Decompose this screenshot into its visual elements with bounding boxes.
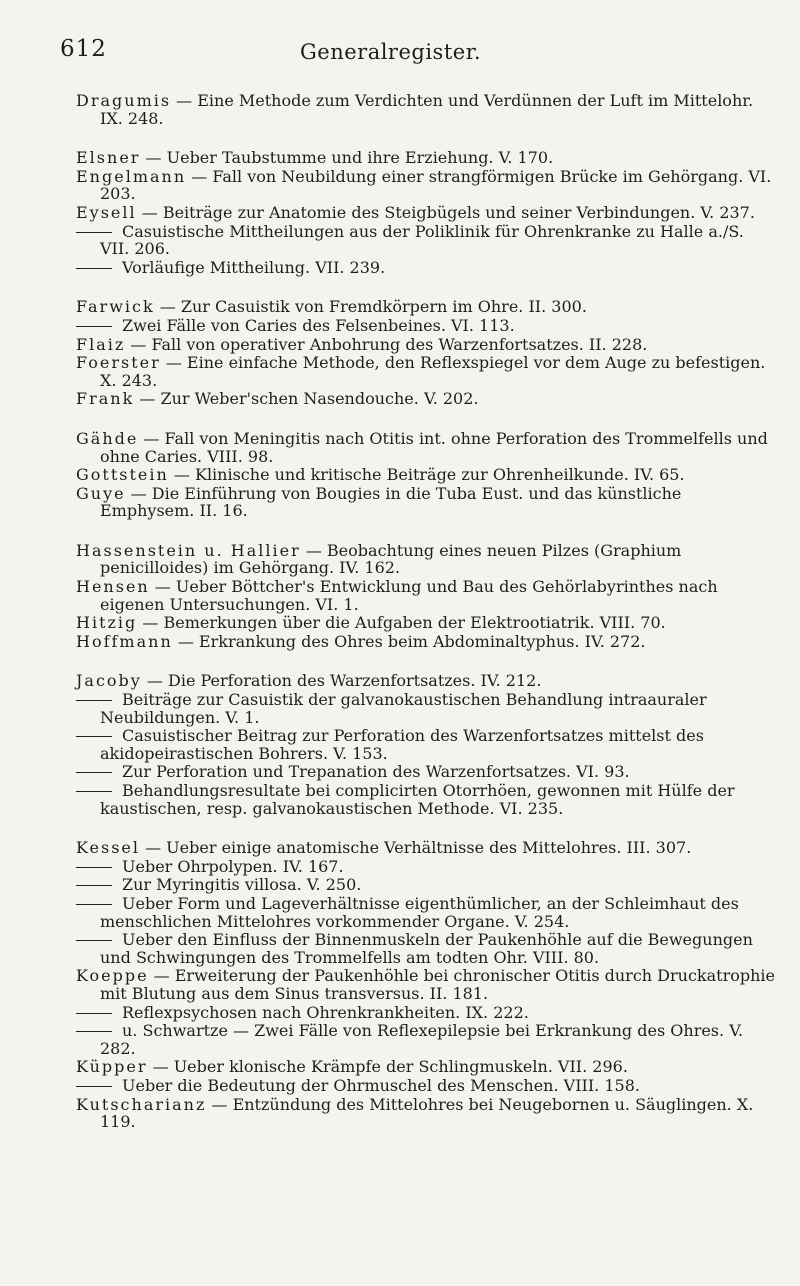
register-entry (76, 430, 776, 465)
entry-author: Foerster (76, 353, 161, 373)
register-entry (76, 763, 776, 781)
register-section (76, 298, 776, 408)
entry-author: Eysell (76, 202, 137, 222)
register-entry (76, 727, 776, 762)
register-entry (76, 1096, 776, 1131)
entry-text: — Ueber einige anatomische Verhältnisse des Mittelohres. III. 307. (140, 838, 692, 858)
register-entry (76, 223, 776, 258)
entry-author: Guye (76, 483, 126, 503)
register-section (76, 92, 776, 127)
entry-author: Kutscharianz (76, 1094, 207, 1114)
register-entry (76, 317, 776, 335)
register-entry (76, 1077, 776, 1095)
entry-author: Hitzig (76, 613, 138, 633)
entry-text: — Fall von Neubildung einer strangförmigen Brücke im Gehörgang. VI. 203. (100, 166, 772, 204)
ditto-dash (76, 268, 112, 269)
entry-text: — Die Einführung von Bougies in die Tuba Eust. und das künstliche Emphysem. II. 16. (100, 483, 682, 521)
register-entry (76, 614, 776, 632)
register-entry (76, 168, 776, 203)
ditto-dash (76, 940, 112, 941)
entry-text: Vorläufige Mittheilung. VII. 239. (122, 257, 386, 277)
ditto-dash (76, 232, 112, 233)
entry-text: — Erweiterung der Paukenhöhle bei chronischer Otitis durch Druckatrophie mit Blutung aus dem Sinus transversus. II. 181. (100, 966, 775, 1003)
register-section (76, 542, 776, 651)
register-entry (76, 1058, 776, 1076)
register-section (76, 839, 776, 1131)
ditto-dash (76, 700, 112, 701)
ditto-dash (76, 867, 112, 868)
ditto-dash (76, 1086, 112, 1087)
register-body (76, 92, 776, 1132)
register-section (76, 430, 776, 520)
register-entry (76, 336, 776, 354)
ditto-dash (76, 885, 112, 886)
entry-text: — Ueber klonische Krämpfe der Schlingmuskeln. VII. 296. (147, 1057, 628, 1077)
register-entry (76, 1004, 776, 1022)
register-entry (76, 485, 776, 520)
entry-text: Ueber die Bedeutung der Ohrmuschel des Menschen. VIII. 158. (122, 1075, 640, 1095)
register-entry (76, 782, 776, 817)
register-section (76, 672, 776, 817)
ditto-dash (76, 772, 112, 773)
entry-author: Koeppe (76, 966, 149, 986)
register-entry (76, 876, 776, 894)
entry-text: Casuistische Mittheilungen aus der Poliklinik für Ohrenkranke zu Halle a./S. VII. 206. (100, 221, 744, 259)
entry-author: Küpper (76, 1057, 148, 1077)
entry-text: — Klinische und kritische Beiträge zur Ohrenheilkunde. IV. 65. (168, 465, 685, 485)
entry-text: Ueber den Einfluss der Binnenmuskeln der Paukenhöhle auf die Bewegungen und Schwingungen des Trommelfells am todten Ohr. VIII. 80. (100, 930, 753, 967)
entry-author: Jacoby (76, 671, 142, 691)
entry-text: Zur Perforation und Trepanation des Warzenfortsatzes. VI. 93. (122, 762, 630, 782)
register-entry (76, 466, 776, 484)
entry-text: u. Schwartze — Zwei Fälle von Reflexepilepsie bei Erkrankung des Ohres. V. 282. (100, 1021, 744, 1058)
entry-text: — Bemerkungen über die Aufgaben der Elektrootiatrik. VIII. 70. (137, 613, 666, 633)
entry-text: Ueber Form und Lageverhältnisse eigenthümlicher, an der Schleimhaut des menschlichen Mittelohres vorkommender Organe. V. 254. (100, 893, 739, 931)
register-entry (76, 672, 776, 690)
entry-text: Beiträge zur Casuistik der galvanokaustischen Behandlung intraauraler Neubildungen. V. 1. (100, 690, 707, 727)
entry-author: Dragumis (76, 91, 172, 110)
entry-text: — Erkrankung des Ohres beim Abdominaltyphus. IV. 272. (172, 631, 646, 651)
entry-author: Frank (76, 389, 135, 409)
entry-author: Gottstein (76, 465, 169, 485)
entry-text: — Entzündung des Mittelohres bei Neugebornen u. Säuglingen. X. 119. (100, 1094, 754, 1132)
entry-text: — Fall von operativer Anbohrung des Warzenfortsatzes. II. 228. (125, 334, 648, 354)
entry-text: Casuistischer Beitrag zur Perforation des Warzenfortsatzes mittelst des akidopeirastischen Bohrers. V. 153. (100, 726, 704, 763)
entry-text: — Beiträge zur Anatomie des Steigbügels und seiner Verbindungen. V. 237. (136, 202, 755, 222)
entry-text: Zur Myringitis villosa. V. 250. (122, 875, 362, 895)
ditto-dash (76, 791, 112, 792)
register-section (76, 149, 776, 276)
register-entry (76, 967, 776, 1002)
register-entry (76, 354, 776, 389)
register-entry (76, 149, 776, 167)
entry-text: — Zur Casuistik von Fremdkörpern im Ohre. II. 300. (154, 297, 587, 317)
entry-text: — Fall von Meningitis nach Otitis int. ohne Perforation des Trommelfells und ohne Caries. VIII. 98. (100, 428, 768, 466)
entry-author: Farwick (76, 297, 155, 317)
register-entry (76, 691, 776, 726)
register-entry (76, 895, 776, 930)
register-entry (76, 542, 776, 577)
ditto-dash (76, 1013, 112, 1014)
entry-text: Reflexpsychosen nach Ohrenkrankheiten. IX. 222. (122, 1002, 529, 1022)
entry-text: — Ueber Böttcher's Entwicklung und Bau des Gehörlabyrinthes nach eigenen Untersuchungen. VI. 1. (100, 577, 718, 614)
entry-author: Hassenstein u. Hallier (76, 540, 301, 560)
entry-author: Elsner (76, 148, 141, 168)
entry-text: Zwei Fälle von Caries des Felsenbeines. VI. 113. (122, 315, 515, 335)
ditto-dash (76, 1031, 112, 1032)
ditto-dash (76, 904, 112, 905)
ditto-dash (76, 736, 112, 737)
register-entry (76, 259, 776, 277)
entry-text: Ueber Ohrpolypen. IV. 167. (122, 856, 344, 876)
register-entry (76, 204, 776, 222)
register-entry (76, 633, 776, 651)
entry-text: — Eine Methode zum Verdichten und Verdünnen der Luft im Mittelohr. IX. 248. (100, 91, 754, 128)
entry-text: — Beobachtung eines neuen Pilzes (Graphium penicilloides) im Gehörgang. IV. 162. (100, 540, 682, 578)
register-entry (76, 390, 776, 408)
running-head: Generalregister. (300, 40, 482, 64)
entry-text: — Zur Weber'schen Nasendouche. V. 202. (134, 389, 479, 409)
entry-text: — Eine einfache Methode, den Reflexspiegel vor dem Auge zu befestigen. X. 243. (100, 353, 766, 390)
register-entry (76, 931, 776, 966)
register-entry (76, 92, 776, 127)
register-entry (76, 1022, 776, 1057)
entry-text: — Die Perforation des Warzenfortsatzes. IV. 212. (141, 671, 542, 691)
entry-author: Kessel (76, 838, 140, 858)
register-entry (76, 298, 776, 316)
entry-author: Engelmann (76, 166, 187, 186)
ditto-dash (76, 326, 112, 327)
register-entry (76, 578, 776, 613)
page-number: 612 (60, 36, 107, 62)
entry-author: Hensen (76, 577, 150, 597)
entry-text: — Ueber Taubstumme und ihre Erziehung. V. 170. (140, 148, 554, 168)
entry-author: Flaiz (76, 334, 126, 354)
register-entry (76, 858, 776, 876)
entry-author: Hoffmann (76, 631, 173, 651)
register-entry (76, 839, 776, 857)
entry-author: Gähde (76, 428, 139, 448)
entry-text: Behandlungsresultate bei complicirten Otorrhöen, gewonnen mit Hülfe der kaustischen, resp. galvanokaustischen Methode. VI. 235. (100, 781, 735, 818)
